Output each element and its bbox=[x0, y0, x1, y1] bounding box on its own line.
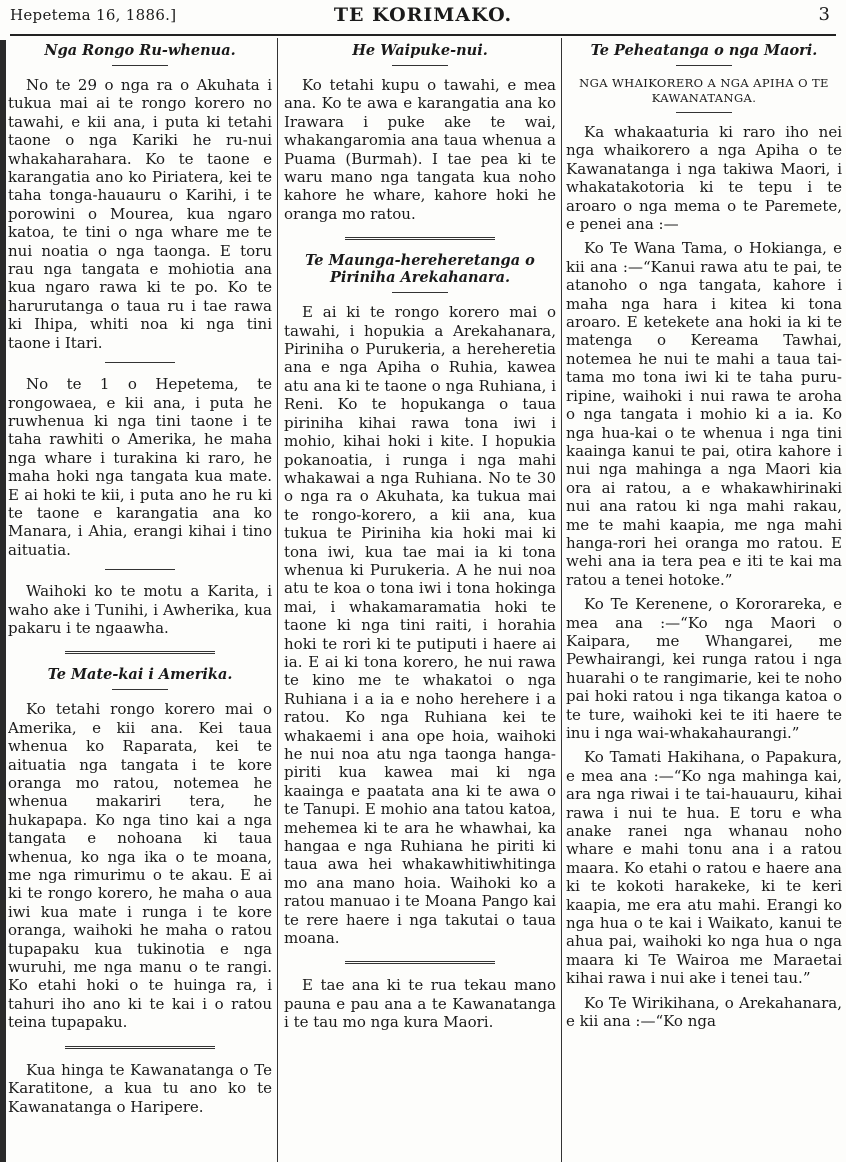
article-subheading: NGA WHAIKORERO A NGA APIHA O TE KAWANATANGA. bbox=[579, 76, 829, 105]
double-rule bbox=[345, 961, 495, 964]
article-heading: He Waipuke-nui. bbox=[352, 42, 488, 59]
column-divider bbox=[277, 38, 278, 1162]
double-rule bbox=[345, 237, 495, 240]
rule bbox=[392, 65, 448, 66]
rule bbox=[676, 65, 732, 66]
paragraph: Kua hinga te Kawanatanga o Te Karatitone, a kua tu ano ko te Kawanatanga o Haripere. bbox=[8, 1060, 272, 1116]
paragraph: Ko Te Wana Tama, o Hokianga, e kii ana :—“Kanui rawa atu te pai, te atanoho o nga tangata, kahore i maha nga hara i kitea ki tona aroaro. E ketekete ana hoki ia ki te matenga o Kereama Tawhai, notemea he nui te mahi a taua tai-tama mo tona iwi ki te taha puru-ripine, waihoki i nui rawa te aroha o nga tangata i mohio ki a ia. Ko nga hua-kai o te whenua i nga tini kaainga kanui te pai, otira kahore i nui nga mahinga a nga Maori kia ora ai ratou, a e whakawhirinaki nui ana ratou ki nga mahi rakau, me te mahi kaapia, me nga mahi hanga-rori hei oranga mo ratou. E wehi ana ia tera pea e iti te kai ma ratou a tenei hotoke.” bbox=[566, 239, 842, 589]
double-rule bbox=[65, 651, 215, 654]
article-heading: Nga Rongo Ru-whenua. bbox=[44, 42, 236, 59]
column-divider bbox=[561, 38, 562, 1162]
column-3 bbox=[566, 38, 842, 1162]
column-2 bbox=[284, 38, 556, 1162]
paragraph: Ko tetahi rongo korero mai o Amerika, e kii ana. Kei taua whenua ko Raparata, kei te aituatia nga tangata i te kore oranga mo ratou, notemea he whenua makariri tera, he hukapapa. Ko nga tino kai a nga tangata e nohoana ki taua whenua, ko nga ika o te moana, me nga rimurimu o te akau. E ai ki te rongo korero, he maha o aua iwi kua mate i runga i te kore oranga, waihoki he maha o ratou tupapaku kua tukinotia e nga wuruhi, me nga manu o te rangi. Ko etahi hoki o te huinga ra, i tahuri iho ano ki te kai i o ratou teina tupapaku. bbox=[8, 700, 272, 1032]
scan-edge bbox=[0, 40, 6, 1162]
paragraph: Ko Te Kerenene, o Kororareka, e mea ana :—“Ko nga Maori o Kaipara, me Whangarei, me Pewhairangi, kei runga ratou i nga huarahi o te rangimarie, kei te noho pai hoki ratou i nga tikanga katoa o te ture, waihoki kei te iti haere te inu i nga wai-whakahaurangi.” bbox=[566, 595, 842, 742]
paragraph: Ka whakaaturia ki raro iho nei nga whaikorero a nga Apiha o te Kawanatanga i nga takiwa Maori, i whakatakotoria ki te tepu i te aroaro o nga mema o te Paremete, e penei ana :— bbox=[566, 123, 842, 234]
double-rule bbox=[65, 1046, 215, 1049]
newspaper-title: TE KORIMAKO. bbox=[333, 4, 513, 26]
rule bbox=[112, 65, 168, 66]
paragraph: E tae ana ki te rua tekau mano pauna e pau ana a te Kawanatanga i te tau mo nga kura Maori. bbox=[284, 976, 556, 1032]
issue-date: Hepetema 16, 1886.] bbox=[10, 6, 177, 24]
rule bbox=[105, 569, 175, 570]
masthead bbox=[10, 0, 836, 36]
rule bbox=[112, 689, 168, 690]
article-heading: Te Peheatanga o nga Maori. bbox=[590, 42, 818, 59]
article-heading: Te Mate-kai i Amerika. bbox=[47, 666, 233, 684]
column-1 bbox=[8, 38, 272, 1162]
rule bbox=[105, 362, 175, 363]
paragraph: Ko tetahi kupu o tawahi, e mea ana. Ko te awa e karangatia ana ko Irawara i puke ake te wai, whakangaromia ana taua whenua a Puama (Burmah). I tae pea ki te waru mano nga tangata kua noho kahore he whare, kahore hoki he oranga mo ratou. bbox=[284, 76, 556, 223]
paragraph: E ai ki te rongo korero mai o tawahi, i hopukia a Arekahanara, Piriniha o Purukeria, a hereheretia ana e nga Apiha o Ruhia, kawea atu ana ki te taone o nga Ruhiana, i Reni. Ko te hopukanga o taua piriniha kihai rawa tona iwi i mohio, kihai hoki i kite. I hopukia pokanoatia, i runga i nga mahi whakawai a nga Ruhiana. No te 30 o nga ra o Akuhata, ka tukua mai te rongo-korero, a kii ana, kua tukua te Piriniha kia hoki mai ki tona iwi, kua tae mai ia ki tona whenua ki Purukeria. A he nui noa atu te koa o tona iwi i tona hokinga mai, i whakamaramatia hoki te taone ki nga tini raiti, i horahia hoki te rori ki te putiputi i haere ai ia. E ai ki tona korero, he nui rawa te kino me te whakatoi o nga Ruhiana i a ia e noho herehere i a ratou. Ko nga Ruhiana kei te whakaemi i ana ope hoia, waihoki he nui noa atu nga taonga hanga-piriti kua kawea mai ki nga kaainga e paatata ana ki te awa o te Tanupi. E mohio ana tatou katoa, mehemea ki te ara he whawhai, ka hangaa e nga Ruhiana he piriti ki taua awa hei whakawhitiwhitinga mo ana mano hoia. Waihoki ko a ratou manuao i te Moana Pango kai te rere haere i nga takutai o taua moana. bbox=[284, 303, 556, 948]
article-heading: Te Maunga-hereheretanga o Piriniha Arekahanara. bbox=[305, 252, 535, 287]
rule bbox=[676, 112, 732, 113]
paragraph: Waihoki ko te motu a Karita, i waho ake i Tunihi, i Awherika, kua pakaru i te ngaawha. bbox=[8, 582, 272, 637]
paragraph: No te 29 o nga ra o Akuhata i tukua mai ai te rongo korero no tawahi, e kii ana, i puta ki tetahi taone o nga Kariki he ru-nui whakaharahara. Ko te taone e karangatia ano ko Piriatera, kei te taha tonga-hauauru o Karihi, i te porowini o Mourea, kua ngaro katoa, te tini o nga whare me te nui noatia o nga taonga. E toru rau nga tangata e mohiotia ana kua ngaro rawa ki te po. Ko te harurutanga o taua ru i tae rawa ki Ihipa, whiti noa ki nga tini taone i Itari. bbox=[8, 76, 272, 352]
paragraph: No te 1 o Hepetema, te rongowaea, e kii ana, i puta he ruwhenua ki nga tini taone i te taha rawhiti o Amerika, he maha nga whare i turakina ki raro, he maha hoki nga tangata kua mate. E ai hoki te kii, i puta ano he ru ki te taone e karangatia ana ko Manara, i Ahia, erangi kihai i tino aituatia. bbox=[8, 375, 272, 559]
rule bbox=[392, 292, 448, 293]
page-number: 3 bbox=[818, 4, 830, 25]
paragraph: Ko Te Wirikihana, o Arekahanara, e kii ana :—“Ko nga bbox=[566, 993, 842, 1031]
paragraph: Ko Tamati Hakihana, o Papakura, e mea ana :—“Ko nga mahinga kai, ara nga riwai i te tai-hauauru, kihai rawa i nui te hua. E toru e wha anake ranei nga whanau noho whare e mahi tonu ana i a ratou maara. Ko etahi o ratou e haere ana ki te kokoti harakeke, ki te keri kaapia, me era atu mahi. Erangi ko nga hua o te kai i Waikato, kanui te ahua pai, waihoki ko nga hua o nga maara ki Te Wairoa me Maraetai kihai rawa i nui ake i tenei tau.” bbox=[566, 748, 842, 988]
